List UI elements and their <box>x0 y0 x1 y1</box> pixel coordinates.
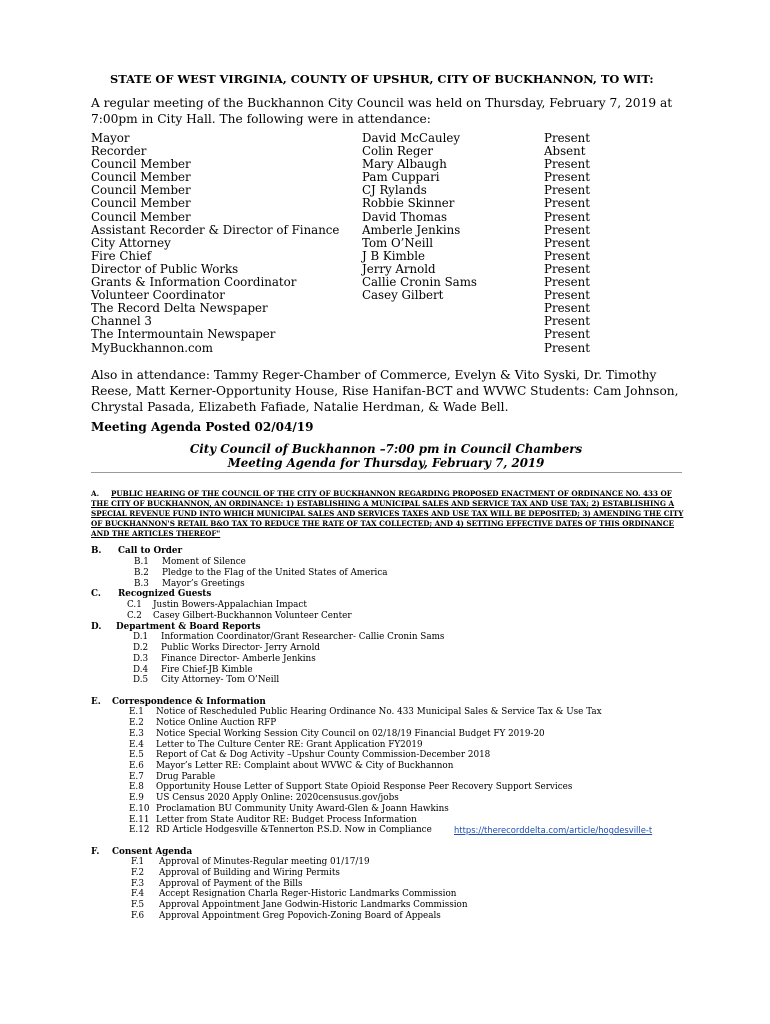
attendance-status: Present <box>544 340 590 355</box>
agenda-item-num: E.3 <box>129 729 144 739</box>
attendance-role: Mayor <box>91 131 130 145</box>
agenda-item-num: E.1 <box>129 707 144 717</box>
attendance-role: Council Member <box>91 170 191 185</box>
agenda-item-text: Letter to The Culture Center RE: Grant Application FY2019 <box>156 740 423 750</box>
agenda-item-num: D.2 <box>133 643 149 653</box>
agenda-item-num: E.12 <box>129 825 150 835</box>
agenda-item-text: Finance Director- Amberle Jenkins <box>161 654 316 664</box>
attendance-role: Council Member <box>91 196 191 211</box>
attendance-role: Council Member <box>91 183 191 198</box>
agenda-item-text: Pledge to the Flag of the United States of America <box>162 568 388 578</box>
agenda-item-text: Drug Parable <box>156 772 216 782</box>
attendance-role: The Record Delta Newspaper <box>91 301 268 316</box>
agenda-item-text: Report of Cat & Dog Activity –Upshur County Commission-December 2018 <box>156 750 491 760</box>
attendance-role: Grants & Information Coordinator <box>91 275 297 290</box>
public-hearing-letter: A. <box>91 489 100 498</box>
agenda-item-num: F.3 <box>131 879 145 889</box>
agenda-item-text: Approval of Minutes-Regular meeting 01/17/19 <box>159 857 370 867</box>
section-e-letter: E. <box>91 697 101 707</box>
attendance-status: Present <box>544 314 590 329</box>
agenda-item-num: D.3 <box>133 654 149 664</box>
agenda-item-num: D.5 <box>133 675 149 685</box>
agenda-item-num: E.10 <box>129 804 150 814</box>
agenda-item-text: Casey Gilbert-Buckhannon Volunteer Center <box>153 611 352 621</box>
agenda-item-num: E.11 <box>129 815 150 825</box>
agenda-item-num: F.5 <box>131 900 145 910</box>
attendance-name: Robbie Skinner <box>362 196 455 211</box>
section-e-title: Correspondence & Information <box>112 697 266 707</box>
attendance-status: Present <box>544 261 590 276</box>
agenda-header <box>91 442 681 470</box>
agenda-item-num: E.4 <box>129 740 144 750</box>
section-c-letter: C. <box>91 589 101 599</box>
attendance-status: Present <box>544 222 590 237</box>
section-f-title: Consent Agenda <box>112 847 193 857</box>
record-delta-article-link[interactable]: https://therecorddelta.com/article/hogdesville-t <box>454 825 653 835</box>
attendance-name: Tom O’Neill <box>362 235 434 250</box>
agenda-item-num: E.7 <box>129 772 144 782</box>
attendance-name: David Thomas <box>362 209 448 224</box>
agenda-item-num: F.4 <box>131 889 145 899</box>
agenda-item-text: Justin Bowers-Appalachian Impact <box>153 600 307 610</box>
attendance-role: City Attorney <box>91 235 171 250</box>
attendance-name: Amberle Jenkins <box>362 222 461 237</box>
attendance-role: MyBuckhannon.com <box>91 340 213 355</box>
agenda-item-text: Mayor’s Letter RE: Complaint about WVWC & City of Buckhannon <box>156 761 454 771</box>
agenda-item-text: Approval Appointment Greg Popovich-Zoning Board of Appeals <box>159 911 441 921</box>
attendance-name: Callie Cronin Sams <box>362 275 477 290</box>
agenda-item-text: Notice of Rescheduled Public Hearing Ordinance No. 433 Municipal Sales & Service Tax & Use Tax <box>156 707 602 717</box>
section-d-letter: D. <box>91 622 102 632</box>
public-hearing-text: PUBLIC HEARING OF THE COUNCIL OF THE CITY OF BUCKHANNON REGARDING PROPOSED ENACTMENT OF ORDINANCE NO. 433 OF THE CITY OF BUCKHANNON, AN ORDINANCE: 1) ESTABLISHING A MUNICIPAL SALES AND SERVICE TAX AND USE TAX; 2) ESTABLISHING A SPECIAL REVENUE FUND INTO WHICH MUNICIPAL SALES AND SERVICES TAXES AND USE TAX WILL BE DEPOSITED; 3) AMENDING THE CITY OF BUCKHANNON'S RETAIL B&O TAX TO REDUCE THE RATE OF TAX COLLECTED; AND 4) SETTING EFFECTIVE DATES OF THIS ORDINANCE AND THE ARTICLES THEREOF" <box>91 489 684 538</box>
section-d-title: Department & Board Reports <box>116 622 261 632</box>
attendance-status: Present <box>544 183 590 198</box>
agenda-item-text: Opportunity House Letter of Support State Opioid Response Peer Recovery Support Services <box>156 782 573 792</box>
agenda-header-line-2: Meeting Agenda for Thursday, February 7, 2019 <box>227 456 545 470</box>
section-b-letter: B. <box>91 546 102 556</box>
agenda-item-text: Notice Special Working Session City Council on 02/18/19 Financial Budget FY 2019-20 <box>156 729 545 739</box>
attendance-name: Casey Gilbert <box>362 288 444 303</box>
agenda-posted-heading: Meeting Agenda Posted 02/04/19 <box>91 420 314 434</box>
horizontal-rule <box>91 472 682 473</box>
agenda-item-num: D.1 <box>133 632 149 642</box>
agenda-item-text: Accept Resignation Charla Reger-Historic Landmarks Commission <box>159 889 457 899</box>
agenda-item-text: Approval of Building and Wiring Permits <box>159 868 340 878</box>
attendance-role: Council Member <box>91 157 191 172</box>
attendance-name: Jerry Arnold <box>362 261 436 276</box>
attendance-status: Present <box>544 248 590 263</box>
agenda-item-text: City Attorney- Tom O’Neill <box>161 675 280 685</box>
agenda-item-num: F.6 <box>131 911 145 921</box>
agenda-item-num: B.3 <box>134 579 149 589</box>
agenda-item-num: E.6 <box>129 761 144 771</box>
attendance-status: Present <box>544 170 590 185</box>
agenda-item-text: Proclamation BU Community Unity Award-Glen & Joann Hawkins <box>156 804 449 814</box>
agenda-item-num: B.1 <box>134 557 149 567</box>
agenda-item-num: E.9 <box>129 793 144 803</box>
agenda-item-text: RD Article Hodgesville &Tennerton P.S.D. Now in Compliance <box>156 825 432 835</box>
agenda-item-text: Approval Appointment Jane Godwin-Historic Landmarks Commission <box>159 900 468 910</box>
agenda-item-num: E.5 <box>129 750 144 760</box>
agenda-item-num: E.2 <box>129 718 144 728</box>
agenda-item-num: F.2 <box>131 868 145 878</box>
attendance-status: Present <box>544 301 590 316</box>
attendance-name: CJ Rylands <box>362 183 427 198</box>
agenda-item-text: US Census 2020 Apply Online: 2020censusus.gov/jobs <box>156 793 399 803</box>
attendance-status: Present <box>544 288 590 303</box>
agenda-item-num: E.8 <box>129 782 144 792</box>
public-hearing-item <box>91 489 686 539</box>
attendance-status: Present <box>544 235 590 250</box>
agenda-item-text: Approval of Payment of the Bills <box>159 879 303 889</box>
attendance-status: Present <box>544 196 590 211</box>
attendance-role: Channel 3 <box>91 314 152 329</box>
attendance-role: The Intermountain Newspaper <box>91 327 276 342</box>
attendance-role: Director of Public Works <box>91 261 239 276</box>
attendance-role: Recorder <box>91 144 147 159</box>
agenda-item-text: Public Works Director- Jerry Arnold <box>161 643 321 653</box>
attendance-name: Pam Cuppari <box>362 170 440 185</box>
attendance-role: Volunteer Coordinator <box>91 288 225 303</box>
agenda-item-text: Notice Online Auction RFP <box>156 718 277 728</box>
attendance-name: Colin Reger <box>362 144 434 159</box>
section-c-title: Recognized Guests <box>118 589 212 599</box>
section-f-letter: F. <box>91 847 100 857</box>
intro-paragraph: A regular meeting of the Buckhannon City Council was held on Thursday, February 7, 2019 at 7:00pm in City Hall. The following were in attendance: <box>91 96 673 126</box>
attendance-role: Council Member <box>91 209 191 224</box>
attendance-status: Absent <box>544 144 586 159</box>
attendance-name: Mary Albaugh <box>362 157 447 172</box>
attendance-status: Present <box>544 327 590 342</box>
attendance-name: David McCauley <box>362 131 460 145</box>
agenda-item-text: Moment of Silence <box>162 557 246 567</box>
agenda-item-text: Fire Chief-JB Kimble <box>161 665 253 675</box>
document-title: STATE OF WEST VIRGINIA, COUNTY OF UPSHUR, CITY OF BUCKHANNON, TO WIT: <box>110 72 654 86</box>
agenda-item-num: C.2 <box>127 611 142 621</box>
agenda-item-num: B.2 <box>134 568 149 578</box>
agenda-item-num: F.1 <box>131 857 145 867</box>
attendance-role: Fire Chief <box>91 248 152 263</box>
agenda-header-line-1: City Council of Buckhannon –7:00 pm in Council Chambers <box>189 442 583 456</box>
agenda-item-text: Information Coordinator/Grant Researcher- Callie Cronin Sams <box>161 632 445 642</box>
attendance-status: Present <box>544 157 590 172</box>
agenda-item-text: Mayor’s Greetings <box>162 579 245 589</box>
attendance-status: Present <box>544 275 590 290</box>
attendance-name: J B Kimble <box>362 248 425 263</box>
also-in-attendance: Also in attendance: Tammy Reger-Chamber of Commerce, Evelyn & Vito Syski, Dr. Timothy Reese, Matt Kerner-Opportunity House, Rise Hanifan-BCT and WVWC Students: Cam Johnson, Chrystal Pasada, Elizabeth Fafiade, Natalie Herdman, & Wade Bell. <box>91 368 679 414</box>
section-b-title: Call to Order <box>118 546 183 556</box>
attendance-role: Assistant Recorder & Director of Finance <box>91 222 340 237</box>
agenda-item-text: Letter from State Auditor RE: Budget Process Information <box>156 815 417 825</box>
agenda-item-num: C.1 <box>127 600 142 610</box>
attendance-status: Present <box>544 131 590 145</box>
attendance-status: Present <box>544 209 590 224</box>
agenda-item-num: D.4 <box>133 665 149 675</box>
